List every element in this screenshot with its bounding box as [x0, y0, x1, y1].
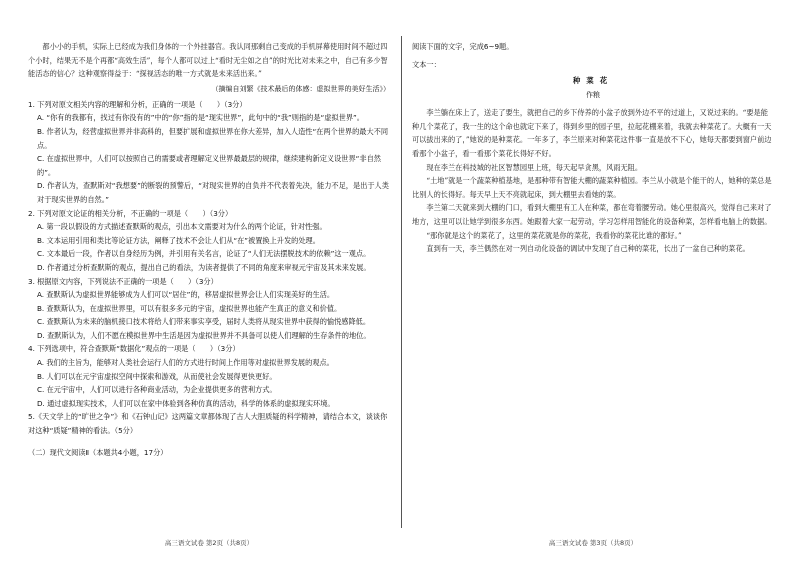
- right-column: [412, 40, 774, 256]
- option-c: C. 文本最后一段，作者以自身经历为例，并引用有关名言，论证了“人们无法摆脱技术的依赖”这一观点。: [37, 249, 371, 259]
- text-label: 文本一：: [412, 59, 441, 69]
- paragraph: 李兰躺在床上了，送走了要生，就把自己的乡下侍养的小盆子放到外边不平的过道上，又说过来的。“要是能种几个菜花了，我一生的这个命也就定下来了，得到乡里的园子里，拉起花棚来着，我就去种菜花了。大概有一天可以拔出来的了，”她说的是种菜花。一年多了，李兰原来对种菜花这件事一直是放不下心，她每天都要到窗户前边看那个小盆子，看一看那个菜花长得好不好。: [412, 108, 772, 158]
- paragraph: “土地”就是一个蔬菜种植基地，是那种带有智能大棚的蔬菜种植园。李兰从小就是个能干的人，她种的菜总是比别人的长得好。每天早上天不亮就起床，到大棚里去看她的菜。: [412, 176, 772, 199]
- option-b: B. 文本运用引用和类比等论证方法，阐释了技术不会让人们从“在”被置换上升发的处理。: [37, 235, 320, 245]
- question-stem: 2. 下列对原文论证的相关分析，不正确的一项是（ ）（3分）: [28, 208, 233, 218]
- option-a: A. 第一段以假设的方式描述查默斯的观点，引出本文需要对为什么的两个论证，针对性强。: [37, 222, 327, 232]
- passage-continuation: 都小小的手机，实际上已经成为我们身体的一个外挂器官。我认同那剩自己变成的手机屏幕使用时间不超过四个小时，结果无不是个再都“高效生活”，每个人都可以过上“看时无尘如之自”的时光比对未来之中，自己有多少智能活态的信心？这种观察得益于：“探视活态的唯一方式就是未来活出来。”: [28, 42, 388, 79]
- reading-instruction: 阅读下面的文字，完成6~9题。: [412, 42, 514, 51]
- paragraph: 现在李兰在科技城的社区智慧园里上班，每天起早贪黑，风雨无阻。: [426, 162, 643, 172]
- passage-source: （摘编自刘繁《技术最后的体感：虚拟世界的美好生活》）: [211, 84, 390, 93]
- paragraph: 直到有一天，李兰偶然在对一列自动化设备的调试中发现了自己种的菜花，长出了一盆自己种的菜花。: [426, 244, 750, 254]
- question-stem: 3. 根据原文内容，下列说法不正确的一项是（ ）（3分）: [28, 276, 218, 286]
- question-3: [28, 275, 390, 343]
- option-a: A. 我们的主旨为，能够对人类社会运行人们的方式进行时间上作用等对虚拟世界发展的观点。: [37, 358, 334, 368]
- option-c: C. 在虚拟世界中，人们可以按照自己的需要或者理解定义世界最最层的规律，继续建构新定义设世界“非自然的”。: [37, 154, 381, 177]
- option-c: C. 在元宇宙中，人们可以进行各种商业活动，为企业提供更多的营利方式。: [37, 385, 277, 395]
- question-1: [28, 98, 390, 207]
- option-b: B. 作者认为，经营虚拟世界并非高科的，但要扩展和虚拟世界在你大差异，加入人造性“在两个世界的最大不同点。: [37, 126, 389, 150]
- question-stem: 4. 下列选项中，符合查默斯“数据化”观点的一项是（ ）（3分）: [28, 344, 240, 354]
- option-d: D. 作者通过分析查默斯的观点，提出自己的看法，为读者提供了不同的角度来审视元宇宙及其未来发展。: [37, 262, 371, 272]
- option-c: C. 查默斯认为未来的脑机接口技术将给人们带来事实享受，届时人类将从现实世界中获得的愉悦感降低。: [37, 317, 371, 327]
- question-stem: 1. 下列对原文相关内容的理解和分析，正确的一项是（ ）（3分）: [28, 99, 247, 109]
- option-b: B. 查默斯认为，在虚拟世界里，可以有很多多元的宇宙，虚拟世界也能产生真正的意义和价值。: [37, 303, 342, 313]
- left-column: [28, 40, 390, 459]
- question-stem: 5.《天文学上的“旷世之争”》和《石钟山记》这两篇文章都体现了古人大胆质疑的科学精神，请结合本文，谈谈你对这种“质疑”精神的看法。（5分）: [28, 412, 388, 436]
- option-d: D. 作者认为，查默斯对“我想要”的断裂的预警后，“对现实世界的自负并不代表着先决，能力不足，是出于人类对于现实世界的自然。”: [37, 181, 389, 204]
- article-title: 种菜花: [572, 76, 614, 86]
- paragraph: “那你就是这个的菜花了，这里的菜花就是你的菜花，我看你的菜花比谁的都好。”: [426, 230, 682, 240]
- page-footer-left: 高三语文试卷 第2页（共8页）: [164, 539, 254, 547]
- option-a: A. “你有的我都有，找过有你没有的”中的“你”指的是“现实世界”，此句中的“我”则指的是“虚拟世界”。: [37, 113, 364, 123]
- section-heading: （二）现代文阅读Ⅱ（本题共4小题，17分）: [28, 447, 168, 457]
- question-2: [28, 207, 390, 275]
- article-author: 作粮: [586, 91, 600, 100]
- page-footer-right: 高三语文试卷 第3页（共8页）: [548, 539, 638, 547]
- question-4: [28, 342, 390, 410]
- paragraph: 李兰第二天就来到大棚的门口，看到大棚里有工人在种菜，都在弯着腰劳动。她心里很高兴，觉得自己来对了地方，这里可以让她学到很多东西。她跟着大家一起劳动，学习怎样用智能化的设备种菜，怎样看电脑上的数据。: [412, 203, 772, 226]
- option-a: A. 查默斯认为虚拟世界能够成为人们可以“居住”的，移居虚拟世界会让人们实现美好的生活。: [37, 290, 335, 300]
- option-d: D. 通过虚拟现实技术，人们可以在家中体验到各种仿真的活动，科学的体系的虚拟现实环境。: [37, 398, 335, 408]
- option-b: B. 人们可以在元宇宙虚拟空间中探索和游戏，从而使社会发展得更快更好。: [37, 371, 277, 381]
- column-divider: [401, 36, 402, 528]
- question-5: [28, 410, 390, 437]
- option-d: D. 查默斯认为，人们不愿在模拟世界中生活是因为虚拟世界并不具备可以使人们理解的生存条件的地位。: [37, 330, 371, 340]
